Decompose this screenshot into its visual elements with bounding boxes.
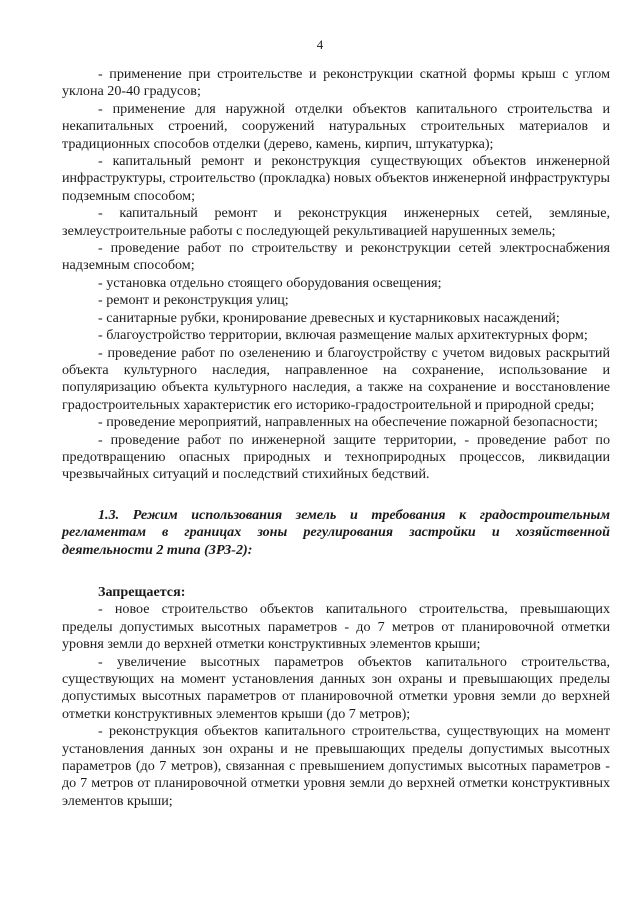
prohibited-label: Запрещается:: [98, 583, 186, 600]
list-item: - применение для наружной отделки объектов капитального строительства и некапитальных строений, сооружений натуральных строительных материалов и традиционных способов отделки (дерево, камень, кирпич, штукатурка);: [62, 100, 610, 152]
list-item: - реконструкция объектов капитального строительства, существующих на момент установления данных зон охраны и не превышающих пределы допустимых высотных параметров (до 7 метров), связанная с превышением допустимых высотных параметров - до 7 метров от планировочной отметки уровня земли до верхней отметки конструктивных элементов крыши;: [62, 723, 610, 809]
list-item: - проведение работ по озеленению и благоустройству с учетом видовых раскрытий объекта культурного наследия, направленное на сохранение, использование и популяризацию объекта культурного наследия, а также на сохранение и восстановление градостроительных характеристик его историко-градостроительной и природной среды;: [62, 344, 610, 413]
list-item: - установка отдельно стоящего оборудования освещения;: [98, 274, 442, 291]
list-item: - проведение мероприятий, направленных на обеспечение пожарной безопасности;: [98, 414, 598, 431]
list-item: - ремонт и реконструкция улиц;: [98, 292, 289, 309]
list-item: - новое строительство объектов капитального строительства, превышающих пределы допустимых высотных параметров - до 7 метров от планировочной отметки уровня земли до верхней отметки конструктивных элементов крыши;: [62, 601, 610, 653]
section-heading: 1.3. Режим использования земель и требования к градостроительным регламентам в границах зоны регулирования застройки и хозяйственной деятельности 2 типа (ЗРЗ-2):: [62, 506, 610, 558]
list-item: - проведение работ по инженерной защите территории, - проведение работ по предотвращению опасных природных и техноприродных процессов, ликвидации чрезвычайных ситуаций и последствий стихийных бедствий.: [62, 431, 610, 483]
list-item: - капитальный ремонт и реконструкция существующих объектов инженерной инфраструктуры, строительство (прокладка) новых объектов инженерной инфраструктуры подземным способом;: [62, 153, 610, 204]
list-item: - благоустройство территории, включая размещение малых архитектурных форм;: [98, 327, 588, 344]
list-item: - капитальный ремонт и реконструкция инженерных сетей, земляные, землеустроительные работы с последующей рекультивацией нарушенных земель;: [62, 205, 610, 239]
page-number: 4: [316, 37, 324, 52]
document-body: [62, 66, 610, 810]
list-item: - применение при строительстве и реконструкции скатной формы крыш с углом уклона 20-40 градусов;: [62, 66, 610, 100]
list-item: - увеличение высотных параметров объектов капитального строительства, существующих на момент установления данных зон охраны и превышающих пределы допустимых высотных параметров от планировочной отметки уровня земли до верхней отметки конструктивных элементов крыши (до 7 метров);: [62, 653, 610, 722]
list-item: - санитарные рубки, кронирование древесных и кустарниковых насаждений;: [98, 309, 560, 326]
list-item: - проведение работ по строительству и реконструкции сетей электроснабжения надземным способом;: [62, 240, 610, 274]
